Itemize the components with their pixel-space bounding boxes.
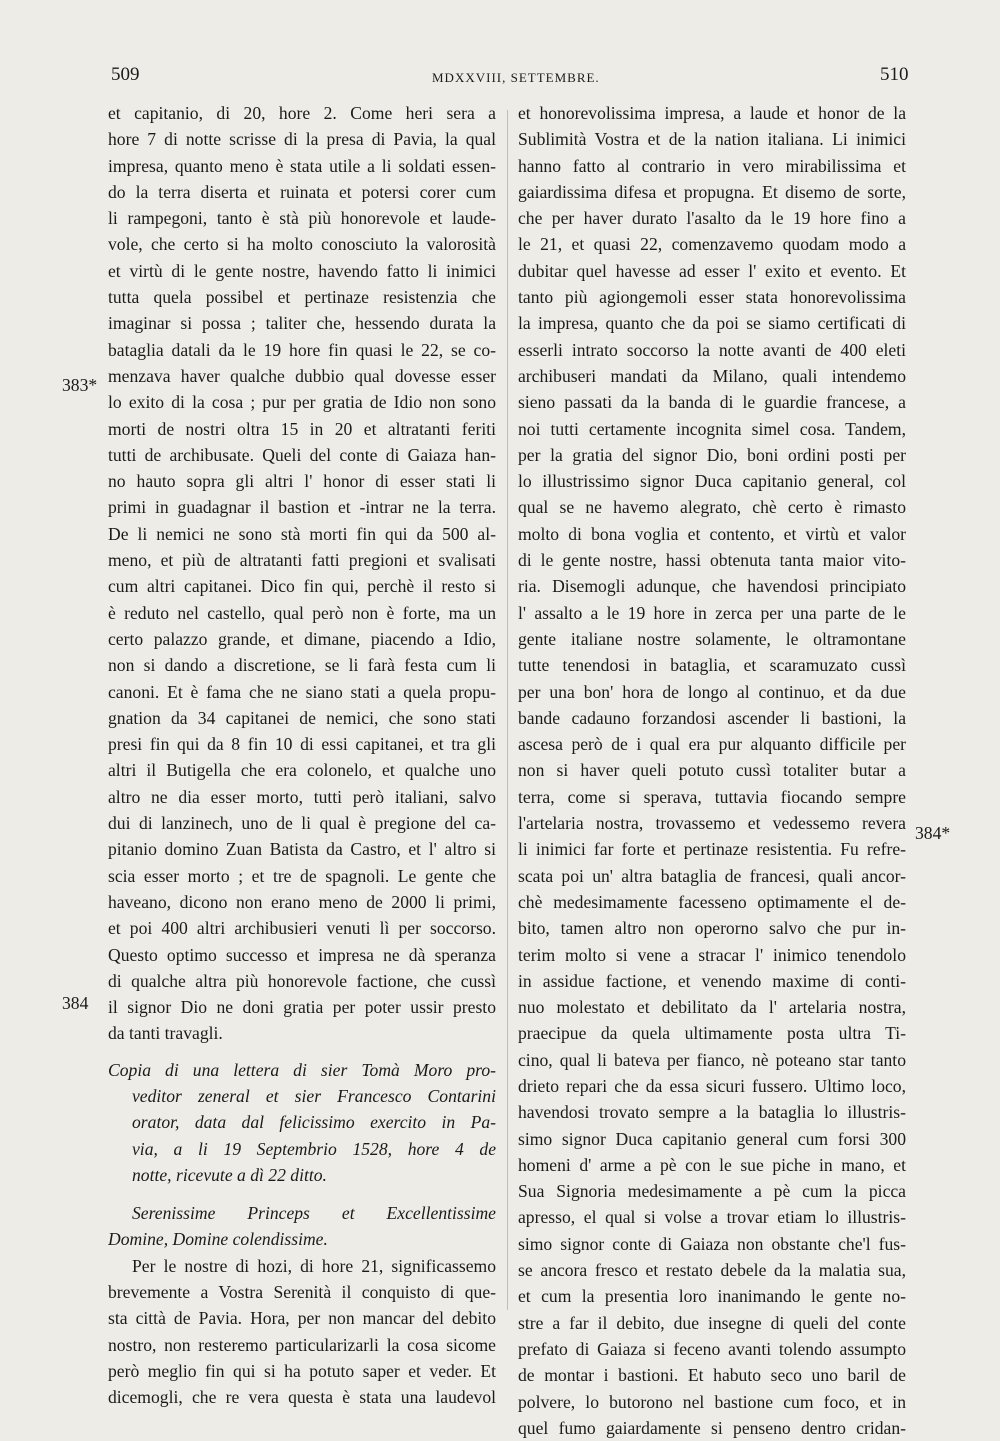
text-line: terim molto si vene a stracar l' inimico tenendolo (518, 944, 906, 965)
text-line: dicemogli, che re vera questa è stata una laudevol (108, 1387, 496, 1408)
text-line: prefato di Gaiaza si feceno avanti tolendo assumpto (518, 1338, 906, 1359)
text-line: per una bon' hora de longo al continuo, et da due (518, 681, 906, 702)
text-line: l'artelaria nostra, trovassemo et vedessemo revera (518, 813, 906, 834)
text-line: terra, come si sperava, tuttavia fiocando sempre (518, 786, 906, 807)
right-column (518, 100, 906, 1441)
text-line: chè medesimamente facesseno optimamente el de- (518, 891, 906, 912)
text-line: però meglio fin qui si ha potuto saper et veder. Et (108, 1360, 496, 1381)
text-line: tutta quela possibel et pertinaze resistenzia che (108, 287, 496, 308)
text-line: le 21, et quasi 22, comenzavemo quodam modo a (518, 234, 906, 255)
text-line: non si dando a discretione, se li farà festa cum li (108, 655, 496, 676)
text-line: bito, tamen altro non operorno salvo che pur in- (518, 918, 906, 939)
text-line: imaginar si possa ; taliter che, hessendo durata la (108, 313, 496, 334)
text-line: canoni. Et è fama che ne siano stati a quela propu- (108, 681, 496, 702)
text-line: altro ne dia esser morto, tutti però italiani, salvo (108, 786, 496, 807)
text-line: hore 7 di notte scrisse di la presa di Pavia, la qual (108, 129, 496, 150)
text-line: di qualche altra più honorevole factione, che cussì (108, 970, 496, 991)
text-line: gaiardissima difesa et propugna. Et disemo de sorte, (518, 181, 906, 202)
text-line: lo illustrissimo signor Duca capitanio general, col (518, 471, 906, 492)
text-line: bande cadauno forzandosi ascender li bastioni, la (518, 707, 906, 728)
text-line: altri il Butigella che era colonelo, et qualche uno (108, 760, 496, 781)
text-line: simo signor Duca capitanio general cum forsi 300 (518, 1128, 906, 1149)
text-line: primi in guadagnar il bastion et -intrar ne la terra. (108, 497, 496, 518)
text-line: sieno passati da la banda di le guardie francese, a (518, 392, 906, 413)
left-page-number: 509 (111, 64, 140, 85)
letter-title-line: Copia di una lettera di sier Tomà Moro pro- (108, 1059, 496, 1080)
text-line: simo signor conte di Gaiaza non obstante che'l fus- (518, 1233, 906, 1254)
text-line: archibuseri mandati da Milano, quali intendemo (518, 365, 906, 386)
text-line: Questo optimo successo et impresa ne dà speranza (108, 944, 496, 965)
text-line: De li nemici ne sono stà morti fin qui da 500 al- (108, 523, 496, 544)
running-head: MDXXVIII, SETTEMBRE. (432, 70, 600, 85)
text-line: dui di lanzinech, uno de li qual è pregione del ca- (108, 813, 496, 834)
text-line: polvere, lo butorono nel bastione cum foco, et in (518, 1391, 906, 1412)
left-column (108, 100, 496, 1411)
text-line: di le gente nostre, hassi obtenuta tanta maior vito- (518, 550, 906, 571)
text-line: nostro, non resteremo particularizarli la cosa sicome (108, 1334, 496, 1355)
text-line: drieto repari che da essa sicuri fussero. Ultimo loco, (518, 1075, 906, 1096)
text-line: sta città de Pavia. Hora, per non mancar del debito (108, 1308, 496, 1329)
text-line: de montar i bastioni. Et habuto seco uno baril de (518, 1365, 906, 1386)
text-line: et honorevolissima impresa, a laude et honor de la (518, 103, 906, 123)
text-line: il signor Dio ne doni gratia per poter ussir presto (108, 997, 496, 1018)
text-line: qual se ne havemo alegrato, chè certo è rimasto (518, 497, 906, 518)
text-line: ascesa però de i qual era pur alquanto difficile per (518, 734, 906, 755)
text-line: nuo molestato et debilitato da l' artelaria nostra, (518, 997, 906, 1018)
text-line: lo exito di la cosa ; pur per gratia de Idio non sono (108, 392, 496, 413)
text-line: tutti de archibusate. Queli del conte di Gaiaza han- (108, 444, 496, 465)
text-line: noi tutti certamente incognita simel cosa. Tandem, (518, 418, 906, 439)
text-line: gnation da 34 capitanei de nemici, che sono stati (108, 707, 496, 728)
text-line: no hauto sopra gli altri l' honor di esser stati li (108, 471, 496, 492)
text-line: et capitanio, di 20, hore 2. Come heri sera a (108, 103, 496, 123)
text-line: menzava haver qualche dubbio qual dovesse esser (108, 365, 496, 386)
text-line: è reduto nel castello, qual però non è forte, ma un (108, 602, 496, 623)
letter-title-line: notte, ricevute a dì 22 ditto. (132, 1164, 327, 1185)
margin-note-384: 384 (62, 993, 89, 1013)
text-line: non si haver queli potuto cussì totaliter butar a (518, 760, 906, 781)
text-line: li rampegoni, tanto è stà più honorevole et laude- (108, 208, 496, 229)
salutation-line: Serenissime Princeps et Excellentissime (132, 1203, 496, 1224)
text-line: brevemente a Vostra Serenità il conquisto di que- (108, 1282, 496, 1303)
text-line: cum altri capitanei. Dico fin qui, perchè il resto si (108, 576, 496, 597)
text-line: stre a far il debito, due insegne di queli del conte (518, 1312, 906, 1333)
text-line: meno, et più de altratanti fatti pregioni et svalisati (108, 550, 496, 571)
text-line: homeni d' arme a pè con le sue piche in mano, et (518, 1154, 906, 1175)
text-line: Per le nostre di hozi, di hore 21, significassemo (132, 1255, 496, 1276)
text-line: dubitar quel havesse ad esser l' exito et evento. Et (518, 260, 906, 281)
text-line: do la terra diserta et ruinata et potersi corer cum (108, 181, 496, 202)
text-line: presi fin qui da 8 fin 10 di essi capitanei, et tra gli (108, 734, 496, 755)
column-divider (507, 110, 508, 1310)
salutation-line: Domine, Domine colendissime. (108, 1229, 328, 1250)
margin-note-384-star: 384* (915, 823, 951, 843)
text-line: bataglia datali da le 19 hore fin quasi le 22, se co- (108, 339, 496, 360)
text-line: haveano, dicono non erano meno de 2000 li primi, (108, 891, 496, 912)
text-line: li inimici far forte et pertinaze resistentia. Fu refre- (518, 839, 906, 860)
text-line: gente italiane nostre solamente, le oltramontane (518, 628, 906, 649)
letter-title-line: veditor zeneral et sier Francesco Contarini (132, 1085, 496, 1106)
text-line: in assidue factione, et venendo maxime di conti- (518, 970, 906, 991)
text-line: et poi 400 altri archibusieri venuti lì per soccorso. (108, 918, 496, 939)
text-line: ria. Disemogli adunque, che havendosi principiato (518, 576, 906, 597)
text-line: et virtù di le gente nostre, havendo fatto li inimici (108, 260, 496, 281)
text-line: apresso, el qual si volse a trovar etiam lo illustris- (518, 1207, 906, 1228)
text-line: hanno fatto al contrario in vero mirabilissima et (518, 155, 906, 176)
text-line: molto di bona voglia et contento, et virtù et valor (518, 523, 906, 544)
letter-title-line: via, a li 19 Septembrio 1528, hore 4 de (132, 1138, 496, 1159)
text-line: tutte tenendosi in bataglia, et scaramuzato cussì (518, 655, 906, 676)
text-line: cino, qual li bateva per fianco, nè poteano star tanto (518, 1049, 906, 1070)
text-line: praecipue da quela ultimamente posta ultra Ti- (518, 1023, 906, 1044)
text-line: vole, che certo si ha molto conosciuto la valorosità (108, 234, 496, 255)
text-line: l' assalto a le 19 hore in zerca per una parte de le (518, 602, 906, 623)
text-line: morti de nostri oltra 15 in 20 et altratanti feriti (108, 418, 496, 439)
text-line: se ancora fresco et restato debele da la malatia sua, (518, 1260, 906, 1281)
text-line: scata poi un' altra bataglia de francesi, quali ancor- (518, 865, 906, 886)
margin-note-383: 383* (62, 375, 98, 395)
text-line: per la gratia del signor Dio, boni ordini posti per (518, 444, 906, 465)
text-line: certo palazzo grande, et dimane, piacendo a Idio, (108, 628, 496, 649)
text-line: da tanti travagli. (108, 1023, 223, 1044)
text-line: tanto più agiongemoli esser stata honorevolissima (518, 287, 906, 308)
text-line: quel fumo gaiardamente si penseno dentro cridan- (518, 1417, 906, 1438)
right-page-number: 510 (880, 64, 909, 85)
text-line: Sublimità Vostra et de la nation italiana. Li inimici (518, 129, 906, 150)
text-line: che per haver durato l'asalto da le 19 hore fino a (518, 208, 906, 229)
text-line: scia esser morto ; et tre de spagnoli. Le gente che (108, 865, 496, 886)
text-line: la impresa, quanto che da poi se siamo certificati di (518, 313, 906, 334)
text-line: havendosi trovato sempre a la bataglia lo illustris- (518, 1102, 906, 1123)
text-line: pitanio domino Zuan Batista da Castro, et l' altro si (108, 839, 496, 860)
text-line: Sua Signoria medesimamente a pè cum la picca (518, 1181, 906, 1202)
letter-title-line: orator, data dal felicissimo exercito in Pa- (132, 1112, 496, 1133)
text-line: esserli intrato soccorso la notte avanti de 400 eleti (518, 339, 906, 360)
text-line: et cum la presentia loro inanimando le gente no- (518, 1286, 906, 1307)
text-line: impresa, quanto meno è stata utile a li soldati essen- (108, 155, 496, 176)
